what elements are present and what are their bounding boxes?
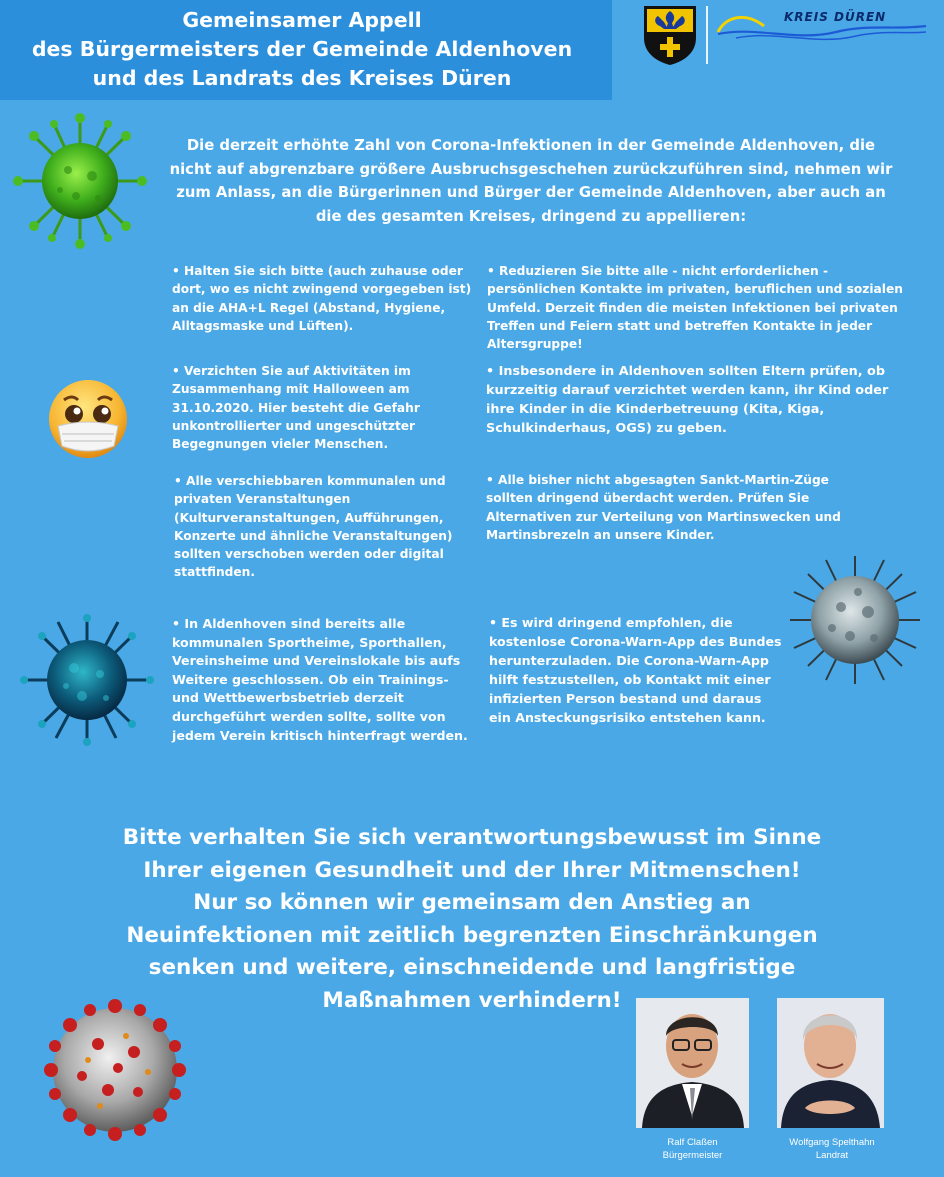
title-line-1: Gemeinsamer Appell — [182, 8, 422, 32]
bullet-warn-app: • Es wird dringend empfohlen, die kostenlose Corona-Warn-App des Bundes herunterzuladen. Die Corona-Warn-App hilft festzustellen, ob Kontakt mit einer infizierten Person bestand und daraus ein Ansteckungsrisiko entstehen kann. — [489, 615, 782, 725]
bullet-halloween: • Verzichten Sie auf Aktivitäten im Zusammenhang mit Halloween am 31.10.2020. Hier besteht die Gefahr unkontrollierter und ungeschützter Begegnungen vieler Menschen. — [172, 364, 420, 452]
closing-statement — [60, 822, 884, 1017]
person-1-name: Ralf Claßen — [667, 1137, 718, 1148]
closing-line-2: Ihrer eigenen Gesundheit und der Ihrer Mitmenschen! — [143, 857, 801, 883]
kreis-dueren-logo-text: KREIS DÜREN — [784, 10, 887, 24]
green-virus-icon — [10, 110, 150, 252]
aldenhoven-coat-of-arms-icon — [642, 4, 698, 66]
intro-paragraph: Die derzeit erhöhte Zahl von Corona-Infektionen in der Gemeinde Aldenhoven, die nicht auf abgrenzbare größere Ausbruchsgeschehen zurückzuführen sind, nehmen wir zum Anlass, an die Bürgerinnen und Bürger der Gemeinde Aldenhoven, aber auch an die des gesamten Kreises, dringend zu appellieren: — [169, 137, 893, 225]
page-title — [0, 6, 604, 93]
bullet-reduce-contacts: • Reduzieren Sie bitte alle - nicht erforderlichen - persönlichen Kontakte im privaten, beruflichen und sozialen Umfeld. Derzeit finden die meisten Infektionen bei privaten Treffen und Feiern statt und betreffen Kontakte in jeder Altersgruppe! — [487, 264, 903, 352]
closing-line-6: Maßnahmen verhindern! — [322, 987, 622, 1013]
title-line-2: des Bürgermeisters der Gemeinde Aldenhoven — [31, 37, 573, 61]
person-photo-icon — [777, 998, 884, 1128]
logo-divider — [706, 6, 708, 64]
person-2-role: Landrat — [815, 1150, 849, 1161]
closing-line-1: Bitte verhalten Sie sich verantwortungsbewusst im Sinne — [122, 825, 822, 850]
closing-line-4: Neuinfektionen mit zeitlich begrenzten Einschränkungen — [126, 922, 818, 948]
title-line-3: und des Landrats des Kreises Düren — [92, 66, 512, 90]
bullet-sports-facilities: • In Aldenhoven sind bereits alle kommunalen Sportheime, Sporthallen, Vereinsheime und Vereinslokale bis aufs Weitere geschlossen. Ob ein Trainings- und Wettbewerbsbetrieb derzeit durchgeführt werden sollte, sollte von jedem Verein kritisch hinterfragt werden. — [172, 616, 468, 743]
portrait-ralf-classen — [636, 998, 749, 1128]
bullet-childcare: • Insbesondere in Aldenhoven sollten Eltern prüfen, ob kurzzeitig darauf verzichtet werden kann, ihr Kind oder ihre Kinder in die Kinderbetreuung (Kita, Kiga, Schulkinderhaus, OGS) zu geben. — [486, 364, 889, 436]
bullet-events: • Alle verschiebbaren kommunalen und privaten Veranstaltungen (Kulturveranstaltungen, Aufführungen, Konzerte und ähnliche Veranstaltungen) sollten verschoben werden oder digital stattfinden. — [174, 474, 453, 580]
grey-virus-icon — [786, 552, 924, 688]
person-1-role: Bürgermeister — [662, 1150, 723, 1161]
caption-person-1 — [636, 1136, 749, 1162]
bullet-aha-rule: • Halten Sie sich bitte (auch zuhause oder dort, wo es nicht zwingend vorgegeben ist) an die AHA+L Regel (Abstand, Hygiene, Alltagsmaske und Lüften). — [172, 264, 472, 333]
caption-person-2 — [770, 1136, 894, 1162]
person-photo-icon — [636, 998, 749, 1128]
red-virus-icon — [38, 994, 192, 1146]
closing-line-3: Nur so können wir gemeinsam den Anstieg an — [193, 890, 751, 915]
closing-line-5: senken und weitere, einschneidende und langfristige — [148, 955, 796, 980]
blue-virus-icon — [20, 614, 154, 746]
bullet-sankt-martin: • Alle bisher nicht abgesagten Sankt-Martin-Züge sollten dringend überdacht werden. Prüfen Sie Alternativen zur Verteilung von Martinswecken und Martinsbrezeln an unsere Kinder. — [486, 473, 841, 542]
mask-emoji-icon — [46, 378, 130, 460]
person-2-name: Wolfgang Spelthahn — [789, 1137, 875, 1148]
portrait-wolfgang-spelthahn — [777, 998, 884, 1128]
